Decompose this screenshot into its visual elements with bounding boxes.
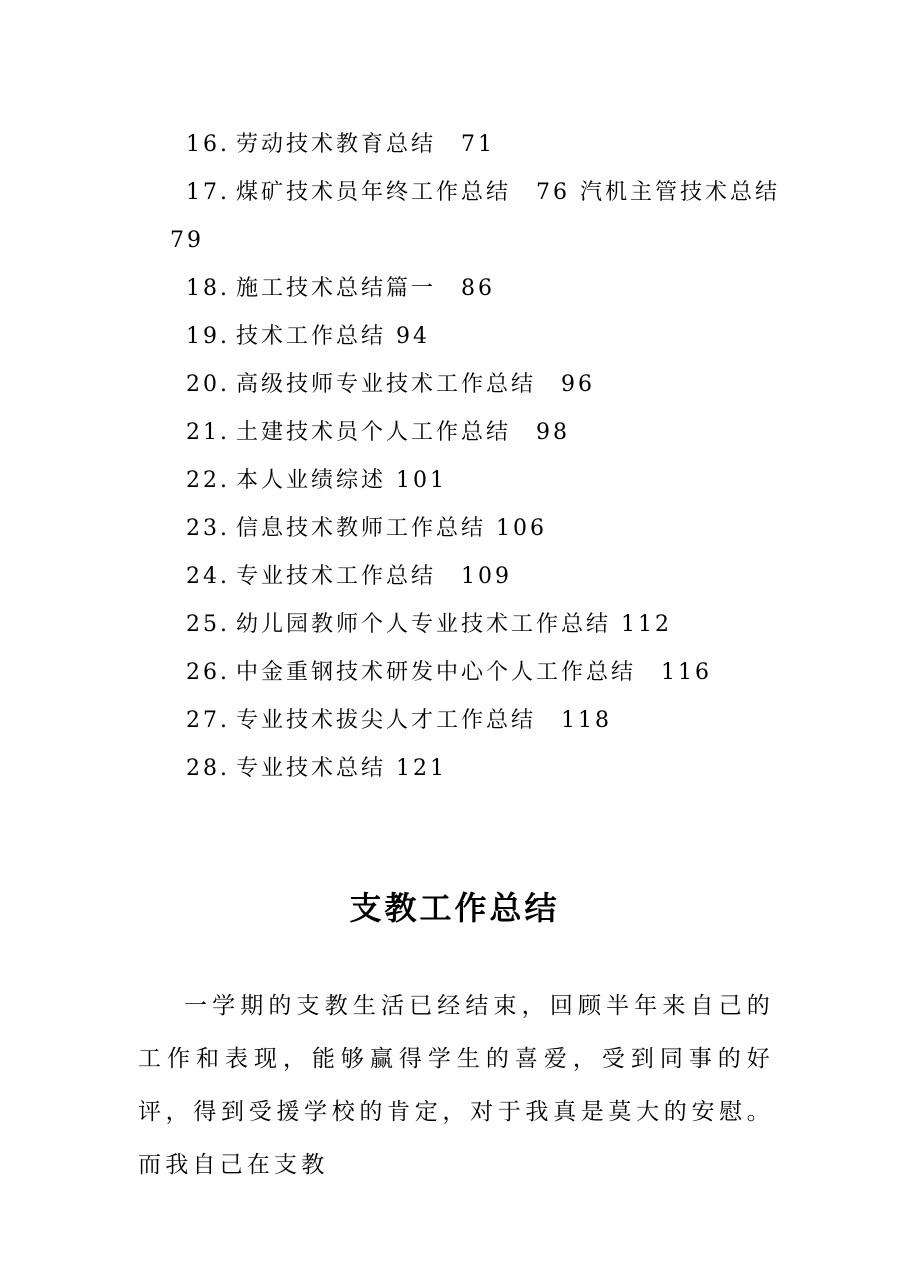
toc-entry-text: 劳动技术教育总结 71 [236, 132, 495, 157]
toc-entry-number: 20. [186, 372, 230, 397]
toc-entry-number: 24. [186, 564, 230, 589]
toc-entry-number: 23. [186, 516, 230, 541]
toc-entry-text: 煤矿技术员年终工作总结 76 汽机主管技术总结 [236, 180, 780, 205]
toc-entry[interactable] [0, 124, 909, 172]
toc-entry-number: 16. [186, 132, 230, 157]
toc-entry[interactable] [0, 172, 909, 220]
article-paragraph: 一学期的支教生活已经结束，回顾半年来自己的工作和表现，能够赢得学生的喜爱，受到同事的好评，得到受援学校的肯定，对于我真是莫大的安慰。而我自己在支教 [138, 993, 774, 1178]
toc-entry-text: 幼儿园教师个人专业技术工作总结 112 [236, 612, 672, 637]
toc-entry[interactable] [0, 508, 909, 556]
toc-entry-number: 19. [186, 324, 230, 349]
toc-entry[interactable] [0, 364, 909, 412]
toc-entry-number: 21. [186, 420, 230, 445]
toc-entry-number: 17. [186, 180, 230, 205]
toc-entry[interactable] [0, 268, 909, 316]
toc-entry-text: 专业技术总结 121 [236, 756, 447, 781]
toc-entry-number: 27. [186, 708, 230, 733]
table-of-contents [0, 124, 909, 796]
toc-entry-text: 专业技术工作总结 109 [236, 564, 512, 589]
toc-entry-number: 22. [186, 468, 230, 493]
toc-entry-text: 高级技师专业技术工作总结 96 [236, 372, 595, 397]
toc-entry-text: 土建技术员个人工作总结 98 [236, 420, 570, 445]
toc-entry-number: 26. [186, 660, 230, 685]
article-title: 支教工作总结 [349, 889, 560, 927]
toc-entry-text: 中金重钢技术研发中心个人工作总结 116 [236, 660, 712, 685]
toc-entry-text: 技术工作总结 94 [236, 324, 430, 349]
toc-entry-number: 28. [186, 756, 230, 781]
toc-entry-number: 25. [186, 612, 230, 637]
toc-entry-text: 专业技术拔尖人才工作总结 118 [236, 708, 612, 733]
toc-entry[interactable] [0, 652, 909, 700]
toc-entry[interactable] [0, 412, 909, 460]
toc-entry[interactable] [0, 556, 909, 604]
toc-entry[interactable] [0, 316, 909, 364]
toc-entry[interactable] [0, 604, 909, 652]
toc-entry-text: 施工技术总结篇一 86 [236, 276, 495, 301]
toc-entry[interactable] [0, 460, 909, 508]
toc-entry-number: 18. [186, 276, 230, 301]
toc-entry[interactable] [0, 748, 909, 796]
toc-entry[interactable] [0, 700, 909, 748]
toc-entry-text: 信息技术教师工作总结 106 [236, 516, 547, 541]
toc-entry-continuation [0, 220, 909, 268]
toc-entry-text: 本人业绩综述 101 [236, 468, 447, 493]
toc-entry-text: 79 [170, 228, 204, 253]
